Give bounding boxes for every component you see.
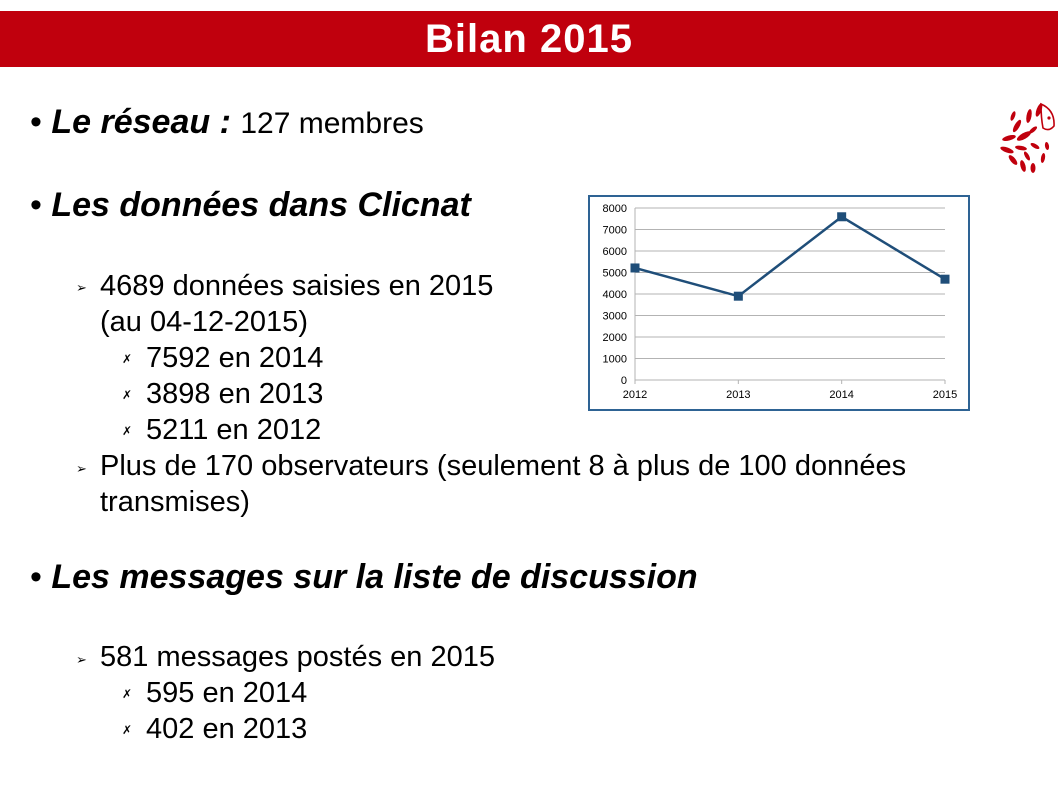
y-tick-label: 8000 xyxy=(602,203,627,215)
y-tick-label: 2000 xyxy=(602,332,627,344)
cross-marker: ✗ xyxy=(122,424,133,438)
messages-year-2014: 595 en 2014 xyxy=(146,677,308,709)
data-point xyxy=(631,263,640,272)
title-bar xyxy=(0,11,1058,67)
x-tick-label: 2015 xyxy=(932,389,958,401)
reseau-value: 127 membres xyxy=(240,107,424,140)
arrow-marker: ➢ xyxy=(76,652,87,667)
donnees-heading: Les données dans Clicnat xyxy=(51,186,471,224)
x-tick-label: 2013 xyxy=(726,389,751,401)
y-tick-label: 3000 xyxy=(602,310,627,323)
donnees-saisies-line2: (au 04-12-2015) xyxy=(100,306,308,338)
cross-marker: ✗ xyxy=(122,723,133,737)
y-tick-label: 7000 xyxy=(602,224,627,237)
messages-heading: Les messages sur la liste de discussion xyxy=(51,558,698,596)
cross-marker: ✗ xyxy=(122,388,133,402)
donnees-year-2012: 5211 en 2012 xyxy=(146,414,322,446)
y-tick-label: 4000 xyxy=(602,289,627,301)
y-tick-label: 6000 xyxy=(602,246,627,258)
arrow-marker: ➢ xyxy=(76,280,87,295)
slide-title: Bilan 2015 xyxy=(425,16,633,61)
arrow-marker: ➢ xyxy=(76,461,87,476)
series-line xyxy=(635,217,945,296)
data-point xyxy=(941,275,950,284)
messages-postes: 581 messages postés en 2015 xyxy=(100,641,495,673)
donnees-year-2013: 3898 en 2013 xyxy=(146,378,324,410)
cross-marker: ✗ xyxy=(122,352,133,366)
y-tick-label: 5000 xyxy=(602,267,627,280)
reseau-heading: Le réseau : xyxy=(51,103,231,141)
donnees-year-2014: 7592 en 2014 xyxy=(146,342,324,374)
x-tick-label: 2014 xyxy=(829,389,854,401)
bullet-messages: • Les messages sur la liste de discussion xyxy=(30,558,698,596)
donnees-saisies-line1: 4689 données saisies en 2015 xyxy=(100,270,494,302)
y-tick-label: 0 xyxy=(620,375,627,387)
observateurs-line1: Plus de 170 observateurs (seulement 8 à plus de 100 données xyxy=(100,450,907,482)
chart-svg xyxy=(590,197,968,409)
hedgehog-icon xyxy=(997,86,1057,178)
cross-marker: ✗ xyxy=(122,687,133,701)
messages-year-2013: 402 en 2013 xyxy=(146,713,308,745)
x-tick-label: 2012 xyxy=(622,389,648,401)
bullet-reseau: • Le réseau : 127 membres xyxy=(30,103,424,141)
data-point xyxy=(837,212,846,221)
line-chart xyxy=(588,195,970,411)
data-point xyxy=(734,292,743,301)
observateurs-line2: transmises) xyxy=(100,486,250,518)
bullet-donnees: • Les données dans Clicnat xyxy=(30,186,471,224)
y-tick-label: 1000 xyxy=(602,353,627,366)
